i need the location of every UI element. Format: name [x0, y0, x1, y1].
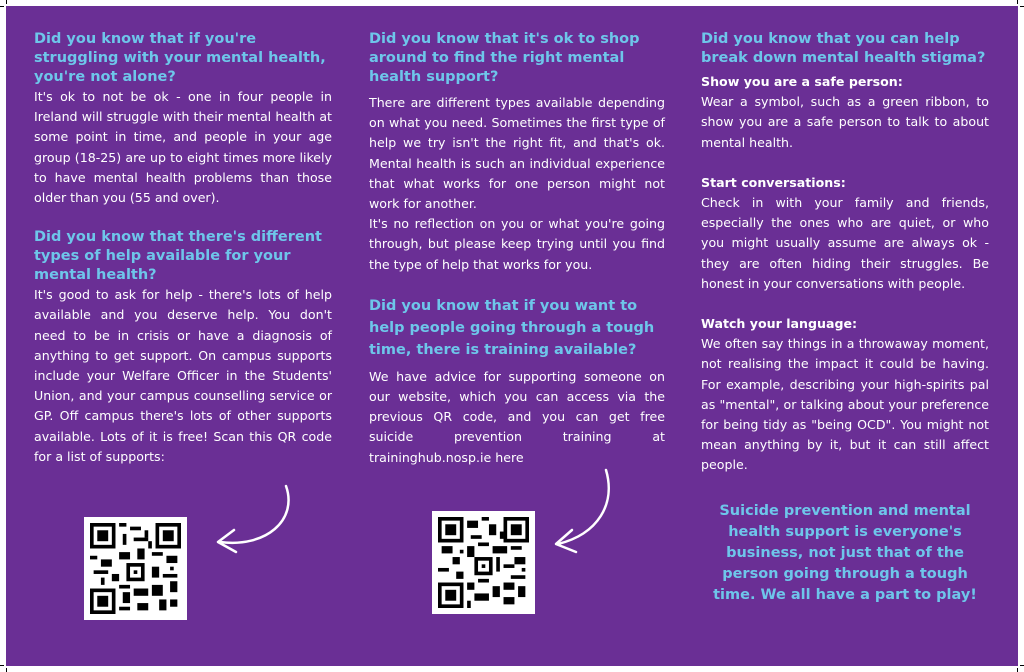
column-1 — [34, 30, 332, 467]
paragraph-not-alone: It's ok to not be ok - one in four people in Ireland will struggle with their mental health at some point in time, and people in your age group (18-25) are up to eight times more likely to have mental health problems than those older than you (55 and over). — [34, 89, 332, 206]
crop-mark — [1020, 665, 1024, 666]
paragraph-watch-language: We often say things in a throwaway moment, not realising the impact it could be having. For example, describing your high-spirits pal as "mental", or talking about your preference for being tidy as "being OCD". You might not mean anything by it, but it can still affect people. — [701, 336, 989, 473]
leaflet-panel — [6, 6, 1018, 666]
paragraph-shop-around-2: It's no reflection on you or what you're going through, but please keep trying until you find the type of help that works for you. — [369, 216, 665, 272]
qr-code-icon — [438, 517, 529, 608]
column-3 — [701, 30, 989, 476]
crop-mark — [6, 0, 7, 4]
column-2 — [369, 30, 665, 468]
subheading-safe-person: Show you are a safe person: — [701, 74, 903, 89]
crop-mark — [0, 6, 4, 7]
heading-training: Did you know that if you want to help people going through a tough time, there is training available? — [369, 297, 655, 358]
paragraph-training: We have advice for supporting someone on our website, which you can access via the previous QR code, and you can get free suicide prevention training at traininghub.nosp.ie here — [369, 368, 665, 465]
crop-mark — [0, 665, 4, 666]
qr-code-icon — [90, 523, 181, 614]
crop-mark — [1017, 0, 1018, 4]
paragraph-shop-around-1: There are different types available depending on what you need. Sometimes the first type of help we try isn't the right fit, and that's ok. Mental health is such an individual experience that what works for one person might not work for another. — [369, 95, 665, 212]
qr-code-training[interactable] — [432, 511, 535, 614]
heading-types-of-help: Did you know that there's different types of help available for your mental health? — [34, 229, 322, 284]
crop-mark — [1020, 6, 1024, 7]
heading-not-alone: Did you know that if you're struggling with your mental health, you're not alone? — [34, 31, 326, 85]
subheading-start-conversations: Start conversations: — [701, 174, 846, 190]
curved-arrow-icon — [206, 480, 298, 560]
closing-statement: Suicide prevention and mental health support is everyone's business, not just that of the person going through a tough time. We all have a part to play! — [713, 503, 977, 603]
paragraph-types-of-help: It's good to ask for help - there's lots of help available and you deserve help. You don't need to be in crisis or have a diagnosis of anything to get support. On campus supports include your Welfare Officer in the Students' Union, and your campus counselling service or GP. Off campus there's lots of other supports available. Lots of it is free! Scan this QR code for a list of supports: — [34, 287, 332, 464]
qr-code-supports[interactable] — [84, 517, 187, 620]
subheading-watch-language: Watch your language: — [701, 316, 858, 332]
paragraph-start-conversations: Check in with your family and friends, especially the ones who are quiet, or who you might usually assume are always ok - they are often hiding their struggles. Be honest in your conversations with people. — [701, 195, 989, 291]
crop-mark — [1017, 668, 1018, 672]
paragraph-safe-person: Wear a symbol, such as a green ribbon, to show you are a safe person to talk to about mental health. — [701, 94, 989, 150]
heading-shop-around: Did you know that it's ok to shop around to find the right mental health support? — [369, 31, 640, 85]
curved-arrow-icon — [546, 464, 628, 556]
heading-stigma: Did you know that you can help break down mental health stigma? — [701, 31, 986, 66]
crop-mark — [6, 668, 7, 672]
